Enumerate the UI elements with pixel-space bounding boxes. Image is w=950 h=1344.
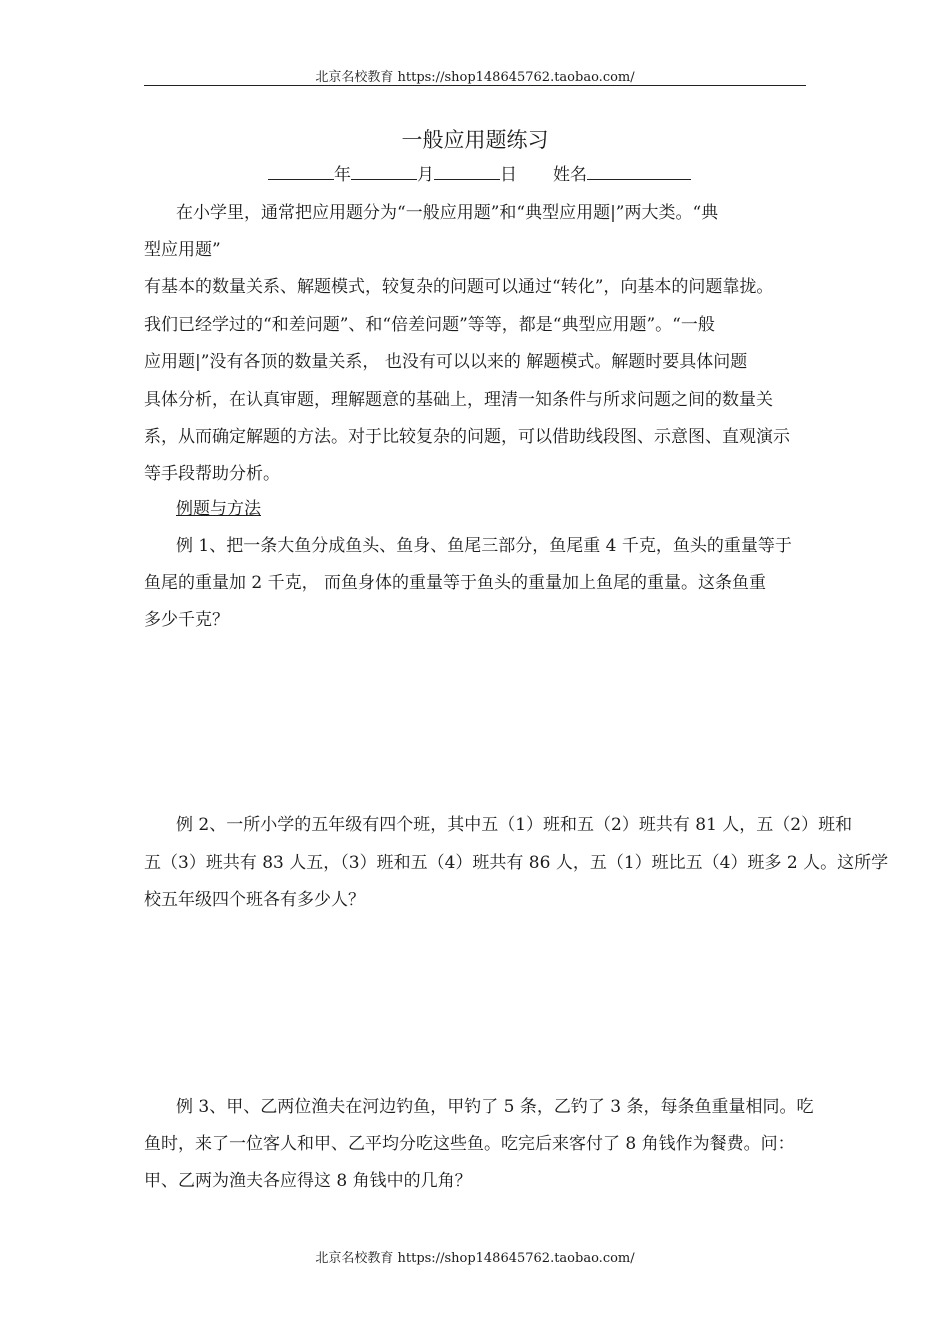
example-3-line: 例 3、甲、乙两位渔夫在河边钓鱼，甲钓了 5 条，乙钓了 3 条，每条鱼重量相同。吃	[176, 1097, 814, 1117]
month-label: 月	[417, 165, 434, 185]
year-label: 年	[334, 165, 351, 185]
intro-line: 我们已经学过的“和差问题”、和“倍差问题”等等，都是“典型应用题”。“一般	[144, 315, 715, 335]
section-heading: 例题与方法	[176, 499, 261, 519]
day-blank	[434, 163, 500, 180]
header-divider	[144, 85, 806, 86]
intro-line: 等手段帮助分析。	[144, 464, 280, 484]
name-label: 姓名	[553, 165, 587, 185]
intro-line: 型应用题”	[144, 240, 221, 260]
example-3-line: 甲、乙两为渔夫各应得这 8 角钱中的几角？	[144, 1171, 472, 1191]
page-title: 一般应用题练习	[401, 128, 549, 152]
intro-line: 应用题|”没有各顶的数量关系， 也没有可以以来的 解题模式。解题时要具体问题	[144, 352, 748, 372]
example-2-line: 校五年级四个班各有多少人？	[144, 890, 365, 910]
intro-line: 系，从而确定解题的方法。对于比较复杂的问题，可以借助线段图、示意图、直观演示	[144, 427, 790, 447]
day-label: 日	[500, 165, 517, 185]
example-2-line: 例 2、一所小学的五年级有四个班，其中五（1）班和五（2）班共有 81 人，五（2）班和	[176, 815, 853, 835]
month-blank	[351, 163, 417, 180]
example-1-line: 鱼尾的重量加 2 千克， 而鱼身体的重量等于鱼头的重量加上鱼尾的重量。这条鱼重	[144, 573, 767, 593]
date-name-line	[268, 160, 691, 185]
page-footer: 北京名校教育 https://shop148645762.taobao.com/	[315, 1251, 635, 1266]
example-3-line: 鱼时，来了一位客人和甲、乙平均分吃这些鱼。吃完后来客付了 8 角钱作为餐费。问：	[144, 1134, 795, 1154]
name-blank	[587, 163, 691, 180]
year-blank	[268, 163, 334, 180]
intro-line: 在小学里，通常把应用题分为“一般应用题”和“典型应用题|”两大类。“典	[176, 203, 719, 223]
example-2-line: 五（3）班共有 83 人五，（3）班和五（4）班共有 86 人，五（1）班比五（4）班多 2 人。这所学	[144, 853, 889, 873]
example-1-line: 多少千克？	[144, 610, 229, 630]
example-1-line: 例 1、把一条大鱼分成鱼头、鱼身、鱼尾三部分，鱼尾重 4 千克，鱼头的重量等于	[176, 536, 792, 556]
intro-line: 有基本的数量关系、解题模式，较复杂的问题可以通过“转化”，向基本的问题靠拢。	[144, 277, 774, 297]
page-header: 北京名校教育 https://shop148645762.taobao.com/	[315, 70, 635, 85]
intro-line: 具体分析，在认真审题，理解题意的基础上，理清一知条件与所求问题之间的数量关	[144, 390, 773, 410]
